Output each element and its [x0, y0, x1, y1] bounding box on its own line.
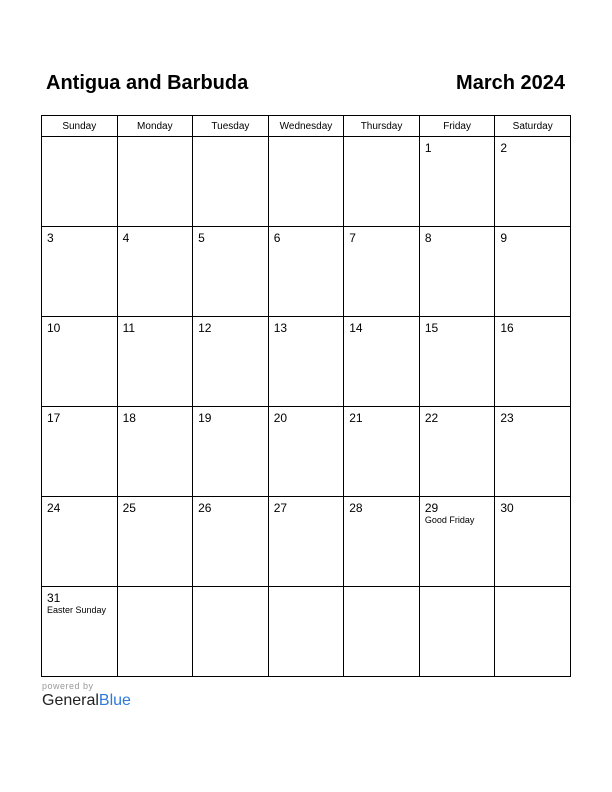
week-row: [42, 407, 571, 497]
day-number: 22: [424, 411, 439, 425]
day-cell[interactable]: [495, 587, 571, 677]
day-cell[interactable]: [344, 407, 420, 497]
day-cell[interactable]: [268, 497, 344, 587]
calendar-header: [41, 70, 571, 100]
day-cell[interactable]: [42, 497, 118, 587]
brand-blue-text: Blue: [98, 692, 131, 709]
week-row: [42, 227, 571, 317]
day-number: 31: [47, 591, 61, 605]
day-number: 6: [273, 231, 281, 245]
week-row: [42, 497, 571, 587]
day-number: 10: [47, 321, 61, 335]
day-cell[interactable]: [419, 137, 495, 227]
day-number: 29: [424, 501, 439, 515]
day-cell[interactable]: [268, 227, 344, 317]
day-cell[interactable]: [495, 317, 571, 407]
month-title: March 2024: [456, 72, 565, 94]
weekday-wednesday: Wednesday: [268, 116, 344, 137]
day-number: 20: [273, 411, 288, 425]
day-cell[interactable]: [193, 407, 269, 497]
day-cell[interactable]: [495, 227, 571, 317]
day-number: 11: [122, 321, 136, 335]
day-cell[interactable]: [117, 497, 193, 587]
day-cell[interactable]: [495, 497, 571, 587]
day-number: 9: [500, 231, 508, 245]
day-number: 25: [122, 501, 136, 515]
footer: [42, 681, 131, 710]
day-cell[interactable]: [268, 407, 344, 497]
day-cell[interactable]: [419, 227, 495, 317]
week-row: [42, 587, 571, 677]
day-number: 15: [424, 321, 439, 335]
day-number: 19: [198, 411, 212, 425]
day-number: 2: [500, 141, 508, 155]
weekday-header-row: [42, 116, 571, 137]
day-cell[interactable]: [42, 137, 118, 227]
day-cell[interactable]: [193, 497, 269, 587]
day-cell[interactable]: [193, 137, 269, 227]
week-row: [42, 317, 571, 407]
weekday-sunday: Sunday: [42, 116, 118, 137]
day-cell[interactable]: [268, 137, 344, 227]
day-number: 8: [424, 231, 432, 245]
day-cell[interactable]: [344, 137, 420, 227]
day-cell[interactable]: [419, 497, 495, 587]
day-cell[interactable]: [42, 227, 118, 317]
week-row: [42, 137, 571, 227]
day-number: 24: [47, 501, 61, 515]
day-cell[interactable]: [419, 317, 495, 407]
day-number: 3: [47, 231, 54, 245]
calendar-grid: [41, 115, 571, 677]
country-title: Antigua and Barbuda: [46, 72, 249, 94]
day-number: 13: [273, 321, 288, 335]
day-cell[interactable]: [268, 317, 344, 407]
day-number: 16: [500, 321, 514, 335]
day-number: 27: [273, 501, 288, 515]
day-cell[interactable]: [117, 407, 193, 497]
holiday-label: Easter Sunday: [47, 605, 107, 615]
day-number: 7: [349, 231, 356, 245]
day-number: 5: [198, 231, 205, 245]
day-cell[interactable]: [344, 587, 420, 677]
day-number: 21: [349, 411, 363, 425]
day-cell[interactable]: [42, 587, 118, 677]
day-cell[interactable]: [42, 317, 118, 407]
day-number: 30: [500, 501, 514, 515]
weekday-saturday: Saturday: [495, 116, 571, 137]
day-cell[interactable]: [495, 407, 571, 497]
weekday-friday: Friday: [419, 116, 495, 137]
day-number: 4: [122, 231, 130, 245]
day-number: 12: [198, 321, 212, 335]
day-cell[interactable]: [495, 137, 571, 227]
brand-general-text: General: [42, 692, 99, 709]
day-cell[interactable]: [268, 587, 344, 677]
day-cell[interactable]: [193, 227, 269, 317]
day-cell[interactable]: [42, 407, 118, 497]
day-cell[interactable]: [117, 587, 193, 677]
day-number: 18: [122, 411, 136, 425]
day-number: 28: [349, 501, 363, 515]
day-number: 26: [198, 501, 212, 515]
powered-by-label: powered by: [42, 681, 94, 691]
day-number: 1: [424, 141, 432, 155]
weekday-monday: Monday: [117, 116, 193, 137]
weekday-thursday: Thursday: [344, 116, 420, 137]
day-cell[interactable]: [193, 317, 269, 407]
day-cell[interactable]: [117, 317, 193, 407]
day-cell[interactable]: [344, 317, 420, 407]
day-cell[interactable]: [419, 587, 495, 677]
day-cell[interactable]: [344, 497, 420, 587]
day-cell[interactable]: [419, 407, 495, 497]
day-number: 17: [47, 411, 61, 425]
generalblue-logo[interactable]: [42, 692, 131, 710]
day-cell[interactable]: [117, 227, 193, 317]
weekday-tuesday: Tuesday: [193, 116, 269, 137]
day-cell[interactable]: [344, 227, 420, 317]
day-number: 23: [500, 411, 514, 425]
holiday-label: Good Friday: [424, 515, 475, 525]
day-cell[interactable]: [117, 137, 193, 227]
day-cell[interactable]: [193, 587, 269, 677]
day-number: 14: [349, 321, 363, 335]
